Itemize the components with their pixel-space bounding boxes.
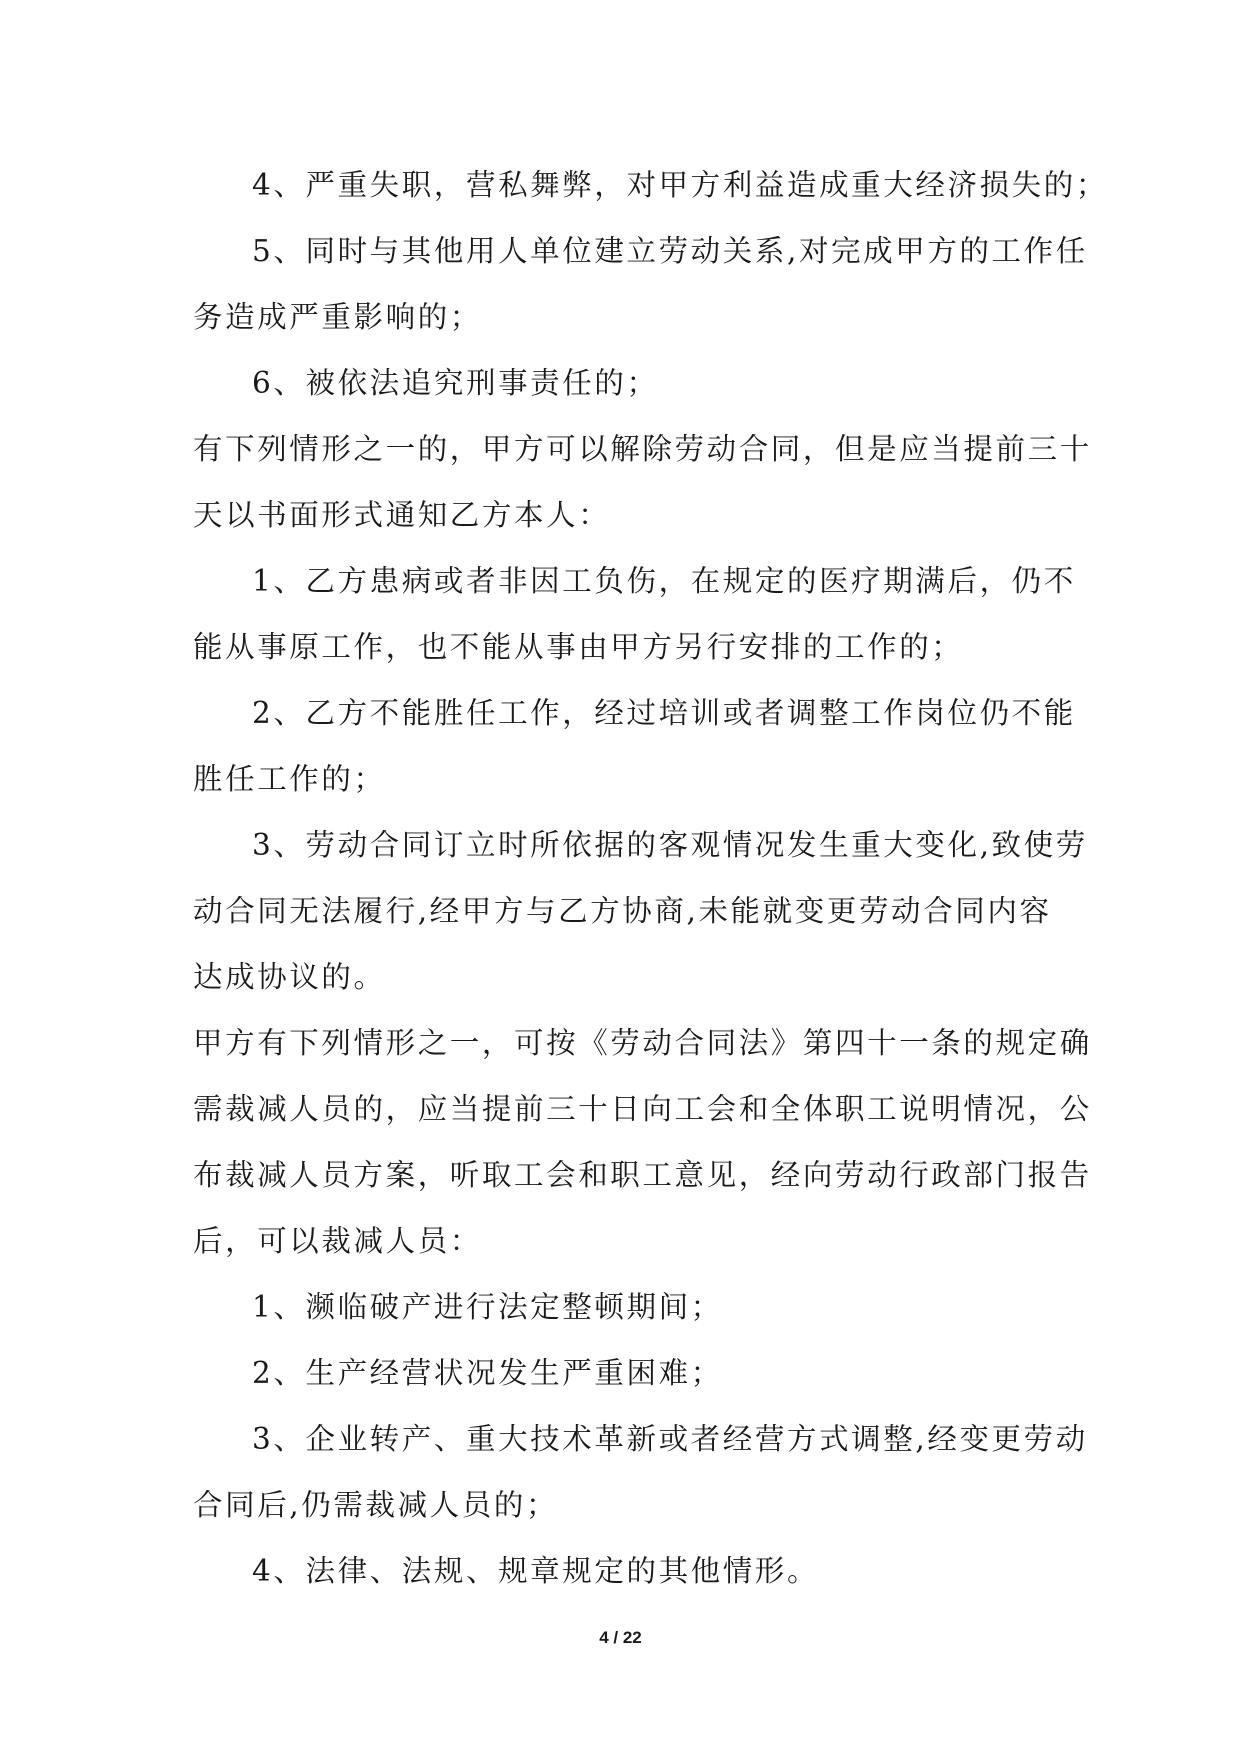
- body-text: [193, 152, 1108, 1604]
- text-line: 6、被依法追究刑事责任的；: [252, 366, 659, 400]
- text-line: 动合同无法履行,经甲方与乙方协商,未能就变更劳动合同内容: [193, 894, 1052, 928]
- text-line: 1、濒临破产进行法定整顿期间；: [252, 1290, 723, 1324]
- text-line: 2、生产经营状况发生严重困难；: [252, 1356, 723, 1390]
- text-line: 2、乙方不能胜任工作，经过培训或者调整工作岗位仍不能: [252, 696, 1076, 730]
- text-line: 布裁减人员方案，听取工会和职工意见，经向劳动行政部门报告: [193, 1158, 1092, 1192]
- text-line: 能从事原工作，也不能从事由甲方另行安排的工作的；: [193, 630, 964, 664]
- text-line: 合同后,仍需裁减人员的；: [193, 1488, 559, 1522]
- text-line: 胜任工作的；: [193, 762, 386, 796]
- text-line: 天以书面形式通知乙方本人：: [193, 498, 611, 532]
- text-line: 5、同时与其他用人单位建立劳动关系,对完成甲方的工作任: [252, 234, 1088, 268]
- text-line: 4、法律、法规、规章规定的其他情形。: [252, 1554, 820, 1588]
- text-line: 需裁减人员的，应当提前三十日向工会和全体职工说明情况，公: [193, 1092, 1092, 1126]
- page-number: 4 / 22: [599, 1628, 642, 1647]
- text-line: 1、乙方患病或者非因工负伤，在规定的医疗期满后，仍不: [252, 564, 1076, 598]
- text-line: 务造成严重影响的；: [193, 300, 482, 334]
- text-line: 有下列情形之一的，甲方可以解除劳动合同，但是应当提前三十: [193, 432, 1092, 466]
- text-line: 3、劳动合同订立时所依据的客观情况发生重大变化,致使劳: [252, 828, 1088, 862]
- text-line: 甲方有下列情形之一，可按《劳动合同法》第四十一条的规定确: [193, 1026, 1092, 1060]
- text-line: 达成协议的。: [193, 960, 386, 994]
- text-line: 3、企业转产、重大技术革新或者经营方式调整,经变更劳动: [252, 1422, 1088, 1456]
- text-line: 后，可以裁减人员：: [193, 1224, 482, 1258]
- text-line: 4、严重失职，营私舞弊，对甲方利益造成重大经济损失的；: [252, 168, 1108, 202]
